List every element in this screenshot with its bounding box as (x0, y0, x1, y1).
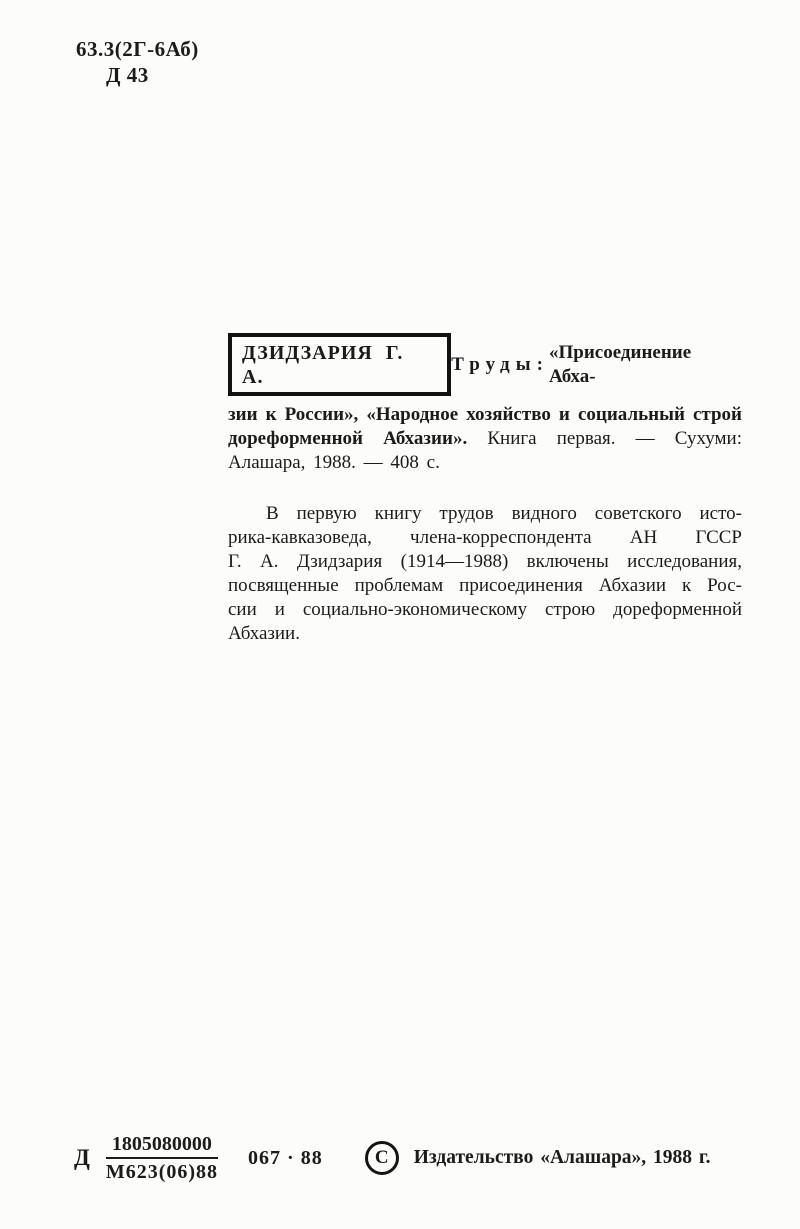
imprint-row (74, 1132, 710, 1184)
annotation-line: сии и социально-экономическому строю дореформенной (228, 599, 742, 620)
library-codes (76, 36, 199, 88)
classification-code: 63.3(2Г-6Аб) (76, 37, 199, 61)
annotation-line: В первую книгу трудов видного советского исто- (266, 503, 742, 524)
annotation-line: посвященные проблемам присоединения Абхазии к Рос- (228, 575, 742, 596)
author-sign-code: Д 43 (106, 63, 149, 87)
author-name-box: ДЗИДЗАРИЯ Г. А. (228, 333, 451, 396)
annotation-line: Г. А. Дзидзария (1914—1988) включены исследования, (228, 551, 742, 572)
biblio-line-3 (228, 427, 742, 451)
bibliographic-entry (228, 333, 742, 646)
biblio-line-2: зии к России», «Народное хозяйство и социальный строй (228, 404, 742, 425)
title-start: «Присоединение Абха- (549, 341, 692, 387)
annotation-paragraph (228, 502, 742, 646)
copyright-icon: С (365, 1141, 399, 1175)
imprint-letter: Д (74, 1145, 90, 1170)
publisher-line: Издательство «Алашара», 1988 г. (413, 1147, 711, 1168)
fraction-numerator: 1805080000 (106, 1132, 218, 1159)
biblio-line-4: Алашара, 1988. — 408 с. (228, 452, 440, 473)
edition-info: Книга первая. — Сухуми: (487, 428, 742, 449)
title-end: дореформенной Абхазии». (228, 428, 468, 449)
book-order-fraction (106, 1132, 218, 1184)
annotation-line: Абхазии. (228, 623, 300, 644)
order-code: 067 · 88 (248, 1146, 323, 1169)
fraction-denominator: М623(06)88 (105, 1161, 219, 1183)
annotation-line: рика-кавказоведа, члена-корреспондента АН ГССР (228, 527, 742, 548)
biblio-line-1 (228, 333, 742, 396)
works-label: Труды: (451, 353, 550, 375)
